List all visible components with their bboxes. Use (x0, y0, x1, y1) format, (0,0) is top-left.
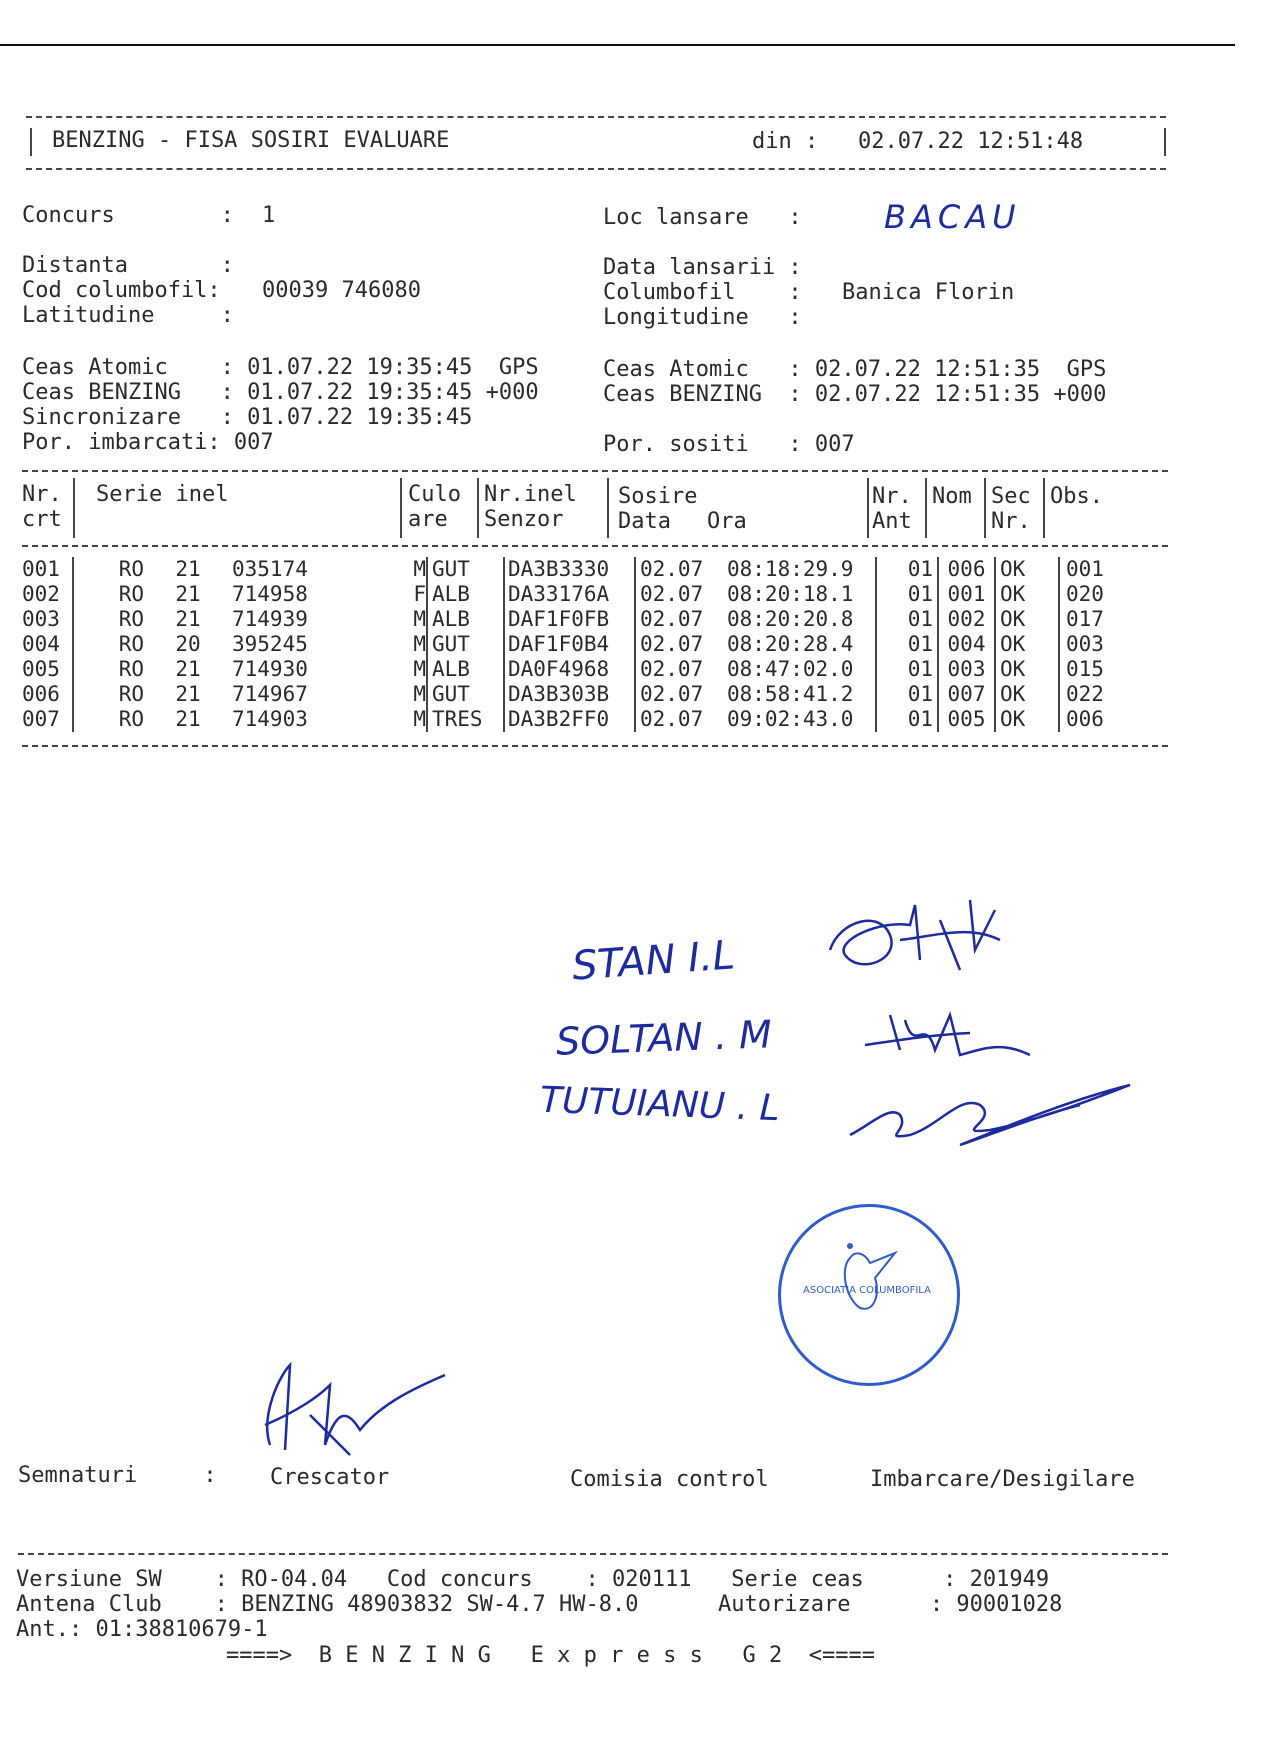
handwritten-name-3: TUTUIANU . L (539, 1079, 781, 1130)
col-header-sec-nr: Nr. (991, 509, 1031, 534)
arrivals-table-body (18, 557, 1176, 732)
row-obs: 006 (1066, 707, 1104, 731)
row-time: 08:20:18.1 (727, 582, 876, 607)
row-antenna: 01 (876, 682, 938, 707)
row-obs: 003 (1066, 632, 1104, 656)
table-row (18, 607, 1176, 632)
row-sensor: DA3B2FF0 (504, 707, 635, 732)
row-sex: M (342, 707, 427, 732)
row-country: RO (118, 607, 144, 631)
row-sec: OK (995, 657, 1059, 682)
row-sex: F (342, 582, 427, 607)
longitudine-label: Longitudine : (603, 305, 802, 330)
row-nom: 006 (938, 557, 995, 582)
row-sex: M (342, 607, 427, 632)
header-title: BENZING - FISA SOSIRI EVALUARE (52, 128, 450, 153)
table-border-bottom (22, 745, 1168, 747)
pigeon-icon (830, 1238, 900, 1328)
loc-lansare-label: Loc lansare : (603, 205, 802, 230)
por-sositi: Por. sositi : 007 (603, 432, 855, 457)
row-color: GUT (427, 682, 504, 707)
data-lansarii-label: Data lansarii : (603, 255, 802, 280)
row-date: 02.07 (640, 557, 704, 581)
row-ring-number: 395245 (232, 632, 308, 656)
col-header-crt: crt (22, 507, 62, 532)
footer-ant: Ant.: 01:38810679-1 (16, 1617, 268, 1642)
hdr-sep (1043, 478, 1045, 538)
row-country: RO (118, 682, 144, 706)
table-row (18, 707, 1176, 732)
row-crt: 007 (18, 707, 73, 732)
row-ring-number: 714967 (232, 682, 308, 706)
row-year: 21 (175, 707, 201, 731)
col-header-ora: Ora (707, 509, 747, 534)
concurs-label: Concurs : (22, 203, 234, 228)
col-header-ant: Ant (872, 509, 912, 534)
row-nom: 001 (938, 582, 995, 607)
table-row (18, 582, 1176, 607)
row-color: ALB (427, 607, 504, 632)
row-antenna: 01 (876, 657, 938, 682)
row-crt: 003 (18, 607, 73, 632)
row-color: TRES (427, 707, 504, 732)
row-obs: 001 (1066, 557, 1104, 581)
row-ring-number: 714939 (232, 607, 308, 631)
hdr-sep (73, 478, 75, 538)
hdr-sep (607, 478, 609, 538)
row-sensor: DAF1F0B4 (504, 632, 635, 657)
col-header-sosire: Sosire (618, 484, 698, 509)
signature-scribble-1 (820, 880, 1010, 990)
row-crt: 001 (18, 557, 73, 582)
latitudine-label: Latitudine : (22, 303, 234, 328)
row-obs: 020 (1066, 582, 1104, 606)
row-sensor: DA3B303B (504, 682, 635, 707)
col-header-nr: Nr. (22, 482, 62, 507)
loc-lansare-value: BACAU (884, 198, 1021, 236)
col-header-obs: Obs. (1050, 484, 1103, 509)
ceas-benzing-end: Ceas BENZING : 02.07.22 12:51:35 +000 (603, 382, 1107, 407)
handwritten-name-1: STAN I.L (570, 932, 737, 990)
row-date: 02.07 (640, 632, 704, 656)
row-sensor: DA33176A (504, 582, 635, 607)
row-sec: OK (995, 707, 1059, 732)
row-year: 21 (175, 557, 201, 581)
cod-columbofil-label: Cod columbofil: (22, 278, 221, 303)
header-din-label: din : (752, 129, 819, 154)
header-border-right (1164, 128, 1166, 156)
ceas-benzing-start: Ceas BENZING : 01.07.22 19:35:45 +000 (22, 380, 539, 405)
crescator-signature (250, 1355, 450, 1465)
row-sex: M (342, 657, 427, 682)
row-crt: 006 (18, 682, 73, 707)
row-date: 02.07 (640, 657, 704, 681)
signature-scribble-2 (860, 995, 1040, 1070)
col-header-nr-inel: Nr.inel (484, 482, 577, 507)
row-ring-number: 714903 (232, 707, 308, 731)
row-country: RO (118, 657, 144, 681)
row-date: 02.07 (640, 682, 704, 706)
hdr-sep (984, 478, 986, 538)
row-date: 02.07 (640, 607, 704, 631)
comisia-control-label: Comisia control (570, 1467, 769, 1492)
columbofil-value: Banica Florin (842, 280, 1015, 305)
col-header-sec: Sec (991, 484, 1031, 509)
crescator-label: Crescator (270, 1465, 390, 1490)
row-sex: M (342, 632, 427, 657)
row-crt: 002 (18, 582, 73, 607)
col-header-nom: Nom (932, 484, 972, 509)
row-antenna: 01 (876, 707, 938, 732)
header-border-left (30, 128, 32, 156)
col-header-senzor: Senzor (484, 507, 564, 532)
row-sensor: DA0F4968 (504, 657, 635, 682)
row-sec: OK (995, 607, 1059, 632)
row-country: RO (118, 632, 144, 656)
table-row (18, 632, 1176, 657)
row-sex: M (342, 682, 427, 707)
row-nom: 002 (938, 607, 995, 632)
cod-columbofil-value: 00039 746080 (262, 278, 421, 303)
row-nom: 007 (938, 682, 995, 707)
row-ring-number: 714958 (232, 582, 308, 606)
row-obs: 015 (1066, 657, 1104, 681)
row-nom: 003 (938, 657, 995, 682)
row-time: 08:20:28.4 (727, 632, 876, 657)
row-time: 08:18:29.9 (727, 557, 876, 582)
footer-divider (18, 1553, 1168, 1555)
ceas-atomic-start: Ceas Atomic : 01.07.22 19:35:45 GPS (22, 355, 539, 380)
semnaturi-label: Semnaturi : (18, 1463, 217, 1488)
signature-scribble-3 (840, 1075, 1140, 1155)
row-year: 21 (175, 682, 201, 706)
row-color: GUT (427, 557, 504, 582)
row-ring-number: 714930 (232, 657, 308, 681)
table-header-divider (22, 545, 1168, 547)
table-border-top (22, 470, 1168, 472)
row-color: ALB (427, 657, 504, 682)
row-color: ALB (427, 582, 504, 607)
row-country: RO (118, 707, 144, 731)
row-obs: 017 (1066, 607, 1104, 631)
footer-antena: Antena Club : BENZING 48903832 SW-4.7 HW-8.0 Autorizare : 90001028 (16, 1592, 1063, 1617)
row-sec: OK (995, 682, 1059, 707)
row-antenna: 01 (876, 582, 938, 607)
row-color: GUT (427, 632, 504, 657)
row-date: 02.07 (640, 707, 704, 731)
row-crt: 005 (18, 657, 73, 682)
row-year: 21 (175, 582, 201, 606)
col-header-culo: Culo (408, 482, 461, 507)
row-sensor: DAF1F0FB (504, 607, 635, 632)
hdr-sep (925, 478, 927, 538)
row-antenna: 01 (876, 557, 938, 582)
row-nom: 005 (938, 707, 995, 732)
header-border-top (26, 116, 1166, 118)
concurs-value: 1 (262, 203, 276, 228)
row-time: 09:02:43.0 (727, 707, 876, 732)
hdr-sep (477, 478, 479, 538)
col-header-data: Data (618, 509, 671, 534)
row-ring-number: 035174 (232, 557, 308, 581)
row-sec: OK (995, 632, 1059, 657)
row-time: 08:47:02.0 (727, 657, 876, 682)
header-border-bottom (26, 168, 1166, 170)
row-year: 20 (175, 632, 201, 656)
footer-versiune: Versiune SW : RO-04.04 Cod concurs : 020111 Serie ceas : 201949 (16, 1567, 1050, 1592)
top-rule (0, 44, 1235, 46)
row-sec: OK (995, 582, 1059, 607)
arrivals-table (18, 557, 1176, 732)
row-crt: 004 (18, 632, 73, 657)
hdr-sep (867, 478, 869, 538)
row-sensor: DA3B3330 (504, 557, 635, 582)
sincronizare: Sincronizare : 01.07.22 19:35:45 (22, 405, 473, 430)
row-date: 02.07 (640, 582, 704, 606)
hdr-sep (400, 478, 402, 538)
table-row (18, 682, 1176, 707)
row-year: 21 (175, 657, 201, 681)
ceas-atomic-end: Ceas Atomic : 02.07.22 12:51:35 GPS (603, 357, 1107, 382)
row-year: 21 (175, 607, 201, 631)
table-row (18, 657, 1176, 682)
por-imbarcati: Por. imbarcati: 007 (22, 430, 274, 455)
footer-brand: ====> B E N Z I N G E x p r e s s G 2 <==== (226, 1643, 876, 1668)
row-time: 08:58:41.2 (727, 682, 876, 707)
col-header-serie-inel: Serie inel (96, 482, 229, 507)
row-antenna: 01 (876, 632, 938, 657)
row-country: RO (118, 582, 144, 606)
distanta-label: Distanta : (22, 253, 234, 278)
header-din-value: 02.07.22 12:51:48 (858, 129, 1084, 154)
row-country: RO (118, 557, 144, 581)
col-header-are: are (408, 507, 448, 532)
imbarcare-desigilare-label: Imbarcare/Desigilare (870, 1467, 1135, 1492)
row-sex: M (342, 557, 427, 582)
row-antenna: 01 (876, 607, 938, 632)
columbofil-label: Columbofil : (603, 280, 802, 305)
stamp-text: ASOCIATIA COLUMBOFILA (803, 1285, 931, 1296)
row-obs: 022 (1066, 682, 1104, 706)
row-nom: 004 (938, 632, 995, 657)
row-sec: OK (995, 557, 1059, 582)
table-row (18, 557, 1176, 582)
col-header-nr-ant: Nr. (872, 484, 912, 509)
handwritten-name-2: SOLTAN . M (555, 1012, 773, 1064)
row-time: 08:20:20.8 (727, 607, 876, 632)
